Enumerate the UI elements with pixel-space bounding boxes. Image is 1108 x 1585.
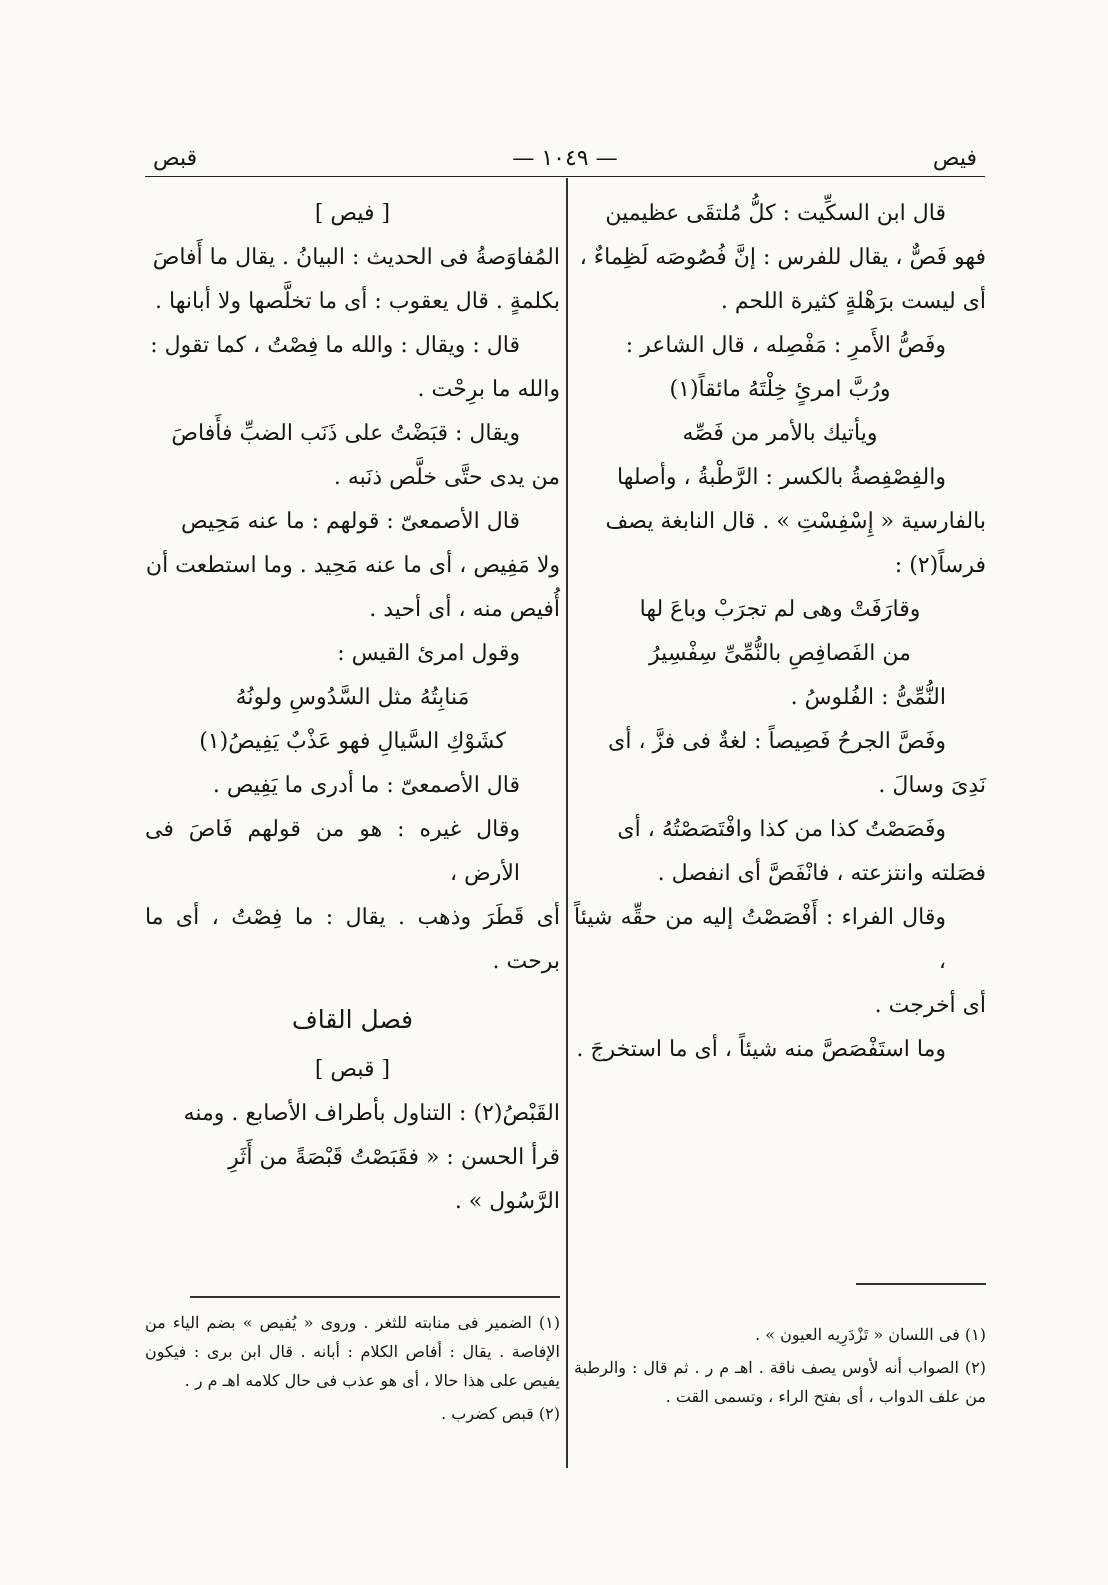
text-line: فصَلته وانتزعته ، فانْفَصَّ أى انفصل . [657,861,986,886]
text-line: قرأ الحسن : « فقَبَصْتُ قَبْصَةً من أَثَرِ [228,1145,560,1170]
verse-line: من الفَصافِصِ بالنُّمِّىِّ سِفْسِيرُ [649,641,911,666]
text-line: ولا مَفِيص ، أى ما عنه مَحِيد . وما استطعت أن [145,553,560,578]
text-line: المُفاوَصةُ فى الحديث : البيانُ . يقال ما أَفاصَ [152,245,560,270]
footnote-rule-right [856,1283,986,1285]
footnotes-right [574,1320,986,1415]
footnote: (٢) الصواب أنه لأوس يصف ناقة . اهـ م ر . ثم قال : والرطبة من علف الدواب ، أى بفتح الراء ، وتسمى القت . [574,1358,986,1406]
entry-heading: [ قبص ] [314,1057,391,1082]
verse-line: ويأتيك بالأمر من فَصِّه [682,421,878,446]
entry-heading: [ فيص ] [314,201,391,226]
text-line: أى ليست برَهْلةٍ كثيرة اللحم . [720,289,986,314]
header-right-word: فيص [932,146,977,171]
text-line: قال الأصمعىّ : قولهم : ما عنه مَحِيص [181,509,520,534]
text-line: وما استَفْصَصَّ منه شيئاً ، أى ما استخرجَ . [576,1037,946,1062]
verse-line: مَنابِتُهُ مثل السَّدُوسِ ولونُهُ [235,685,470,710]
text-line: أى قَطَرَ وذهب . يقال : ما فِصْتُ ، أى ما برحت . [145,905,560,974]
text-line: قال : ويقال : والله ما فِصْتُ ، كما تقول : [150,333,520,358]
footnote-rule-left [190,1296,560,1298]
text-line: والفِصْفِصةُ بالكسر : الرَّطْبةُ ، وأصلها [616,465,946,490]
text-line: وقال غيره : هو من قولهم فَاصَ فى الأرض ، [145,817,520,886]
text-line: قال ابن السكِّيت : كلُّ مُلتقَى عظيمين [605,201,946,226]
text-line: وقال الفراء : أَفْصَصْتُ إليه من حقِّه شيئاً ، [574,905,946,974]
section-title: فصل القاف [291,1005,414,1034]
text-line: وفَصَّ الجرحُ فَصِيصاً : لغةٌ فى فزَّ ، أى [608,729,946,754]
header-left-word: قبص [153,146,198,171]
text-line: من يدى حتَّى خلَّص ذنَبه . [333,465,560,490]
page-header [145,142,985,177]
text-line: فهو فَصٌّ ، يقال للفرس : إنَّ فُصُوصَه لَظِماءٌ ، [579,245,986,270]
text-line: وقول امرئ القيس : [337,641,520,666]
page-number: — ١٠٤٩ — [512,146,618,171]
verse-line: وقارَفَتْ وهى لم تجرَبْ وباعَ لها [639,597,921,622]
text-line: والله ما برِحْت . [417,377,560,402]
footnote: (٢) قبص كضرب . [441,1404,560,1423]
text-line: قال الأصمعىّ : ما أدرى ما يَفِيص . [212,773,520,798]
text-line: فرساً(٢) : [894,553,986,578]
footnote: (١) الضمير فى منابته للثغر . وروى « يُفيص » بضم الياء من الإفاصة . يقال : أفاص الكلام : أبانه . قال ابن برى : فيكون يفيص على هذا حالا ، أى هو عذب فى حال كلامه اهـ م ر . [145,1313,560,1390]
text-line: أُفيص منه ، أى أحيد . [369,597,560,622]
footnotes-left [145,1308,560,1432]
verse-line: كشَوْكِ السَّيالِ فهو عَذْبٌ يَفِيصُ(١) [199,729,506,754]
text-line: القَبْصُ(٢) : التناول بأطراف الأصابع . ومنه [183,1101,560,1126]
text-line: الرَّسُول » . [454,1189,560,1214]
text-line: بكلمةٍ . قال يعقوب : أى ما تخلَّصها ولا أبانها . [155,289,560,314]
verse-line: ورُبَّ امرئٍ خِلْتَهُ مائقاً(١) [669,377,891,402]
text-line: النُّمِّىُّ : الفُلوسُ . [790,685,946,710]
footnote: (١) فى اللسان « تَزْدَرِيه العيون » . [755,1325,986,1344]
text-line: أى أخرجت . [874,993,986,1018]
text-line: ويقال : قبَضْتُ على ذَنَب الضبِّ فأَفاصَ [171,421,520,446]
text-line: وفَصَصْتُ كذا من كذا وافْتَصَصْتُهُ ، أى [617,817,946,842]
text-line: وفَصُّ الأَمرِ : مَفْصِله ، قال الشاعر : [625,333,946,358]
right-column [574,192,986,1072]
text-line: نَدِىَ وسالَ . [878,773,986,798]
text-line: بالفارسية « إِسْفِسْتِ » . قال النابغة يصف [605,509,986,534]
column-divider [566,178,568,1468]
left-column [145,192,560,1224]
